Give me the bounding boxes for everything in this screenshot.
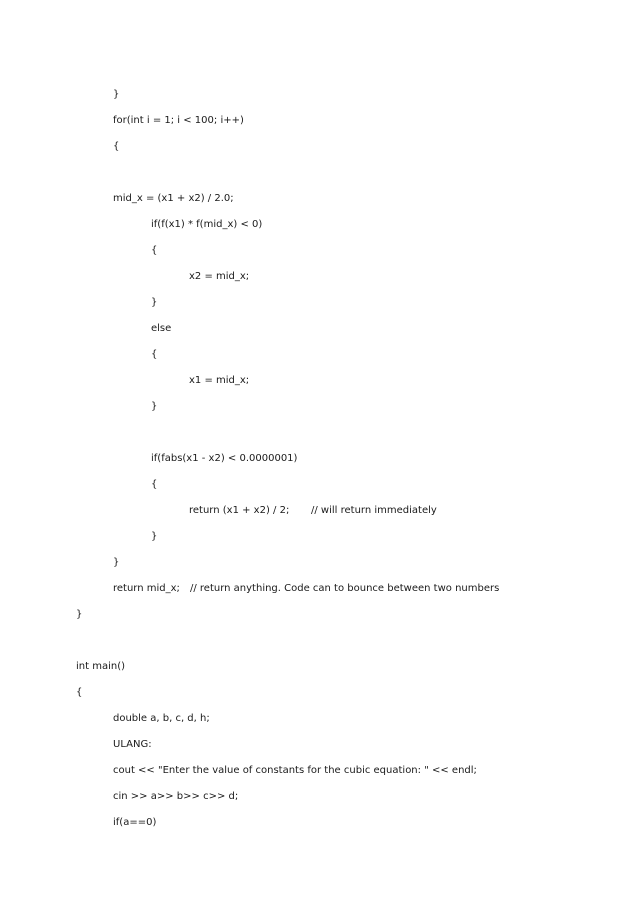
code-line (76, 687, 82, 699)
code-line (113, 557, 119, 569)
code-line (151, 323, 171, 335)
code-text: double a, b, c, d, h; (113, 713, 210, 724)
code-text: // will return immediately (311, 505, 437, 516)
code-line (113, 765, 477, 777)
code-line (151, 401, 157, 413)
code-text: if(f(x1) * f(mid_x) < 0) (151, 219, 263, 230)
code-text: int main() (76, 661, 126, 672)
code-line (113, 739, 152, 751)
code-text: for(int i = 1; i < 100; i++) (113, 115, 244, 126)
code-text: { (76, 687, 83, 698)
code-text: if(fabs(x1 - x2) < 0.0000001) (151, 453, 298, 464)
code-line (151, 245, 157, 257)
code-comment (311, 505, 437, 517)
code-line (189, 375, 249, 387)
code-line (113, 583, 180, 595)
code-line (151, 479, 157, 491)
code-text: else (151, 323, 172, 334)
code-line (113, 193, 234, 205)
code-text: return (x1 + x2) / 2; (189, 505, 290, 516)
code-text: cin >> a>> b>> c>> d; (113, 791, 239, 802)
code-text: cout << "Enter the value of constants for the cubic equation: " << endl; (113, 765, 477, 776)
code-line (76, 609, 82, 621)
code-line (151, 297, 157, 309)
code-line (151, 453, 297, 465)
code-line (189, 505, 289, 517)
code-line (76, 661, 125, 673)
code-text: // return anything. Code can to bounce between two numbers (190, 583, 500, 594)
code-text: { (151, 349, 158, 360)
code-text: { (151, 245, 158, 256)
code-text: x1 = mid_x; (189, 375, 250, 386)
code-line (113, 141, 119, 153)
code-text: } (151, 531, 158, 542)
code-line (113, 115, 244, 127)
code-line (113, 713, 210, 725)
code-line (151, 349, 157, 361)
code-text: return mid_x; (113, 583, 180, 594)
code-text: x2 = mid_x; (189, 271, 250, 282)
code-text: } (113, 89, 120, 100)
code-comment (190, 583, 499, 595)
code-text: ULANG: (113, 739, 152, 750)
code-text: if(a==0) (113, 817, 157, 828)
code-text: } (76, 609, 83, 620)
code-line (151, 219, 262, 231)
code-line (113, 791, 238, 803)
code-text: } (151, 401, 158, 412)
code-text: { (113, 141, 120, 152)
code-text: mid_x = (x1 + x2) / 2.0; (113, 193, 234, 204)
code-line (113, 89, 119, 101)
code-text: } (113, 557, 120, 568)
code-line (151, 531, 157, 543)
code-line (189, 271, 249, 283)
code-text: { (151, 479, 158, 490)
code-line (113, 817, 156, 829)
code-text: } (151, 297, 158, 308)
